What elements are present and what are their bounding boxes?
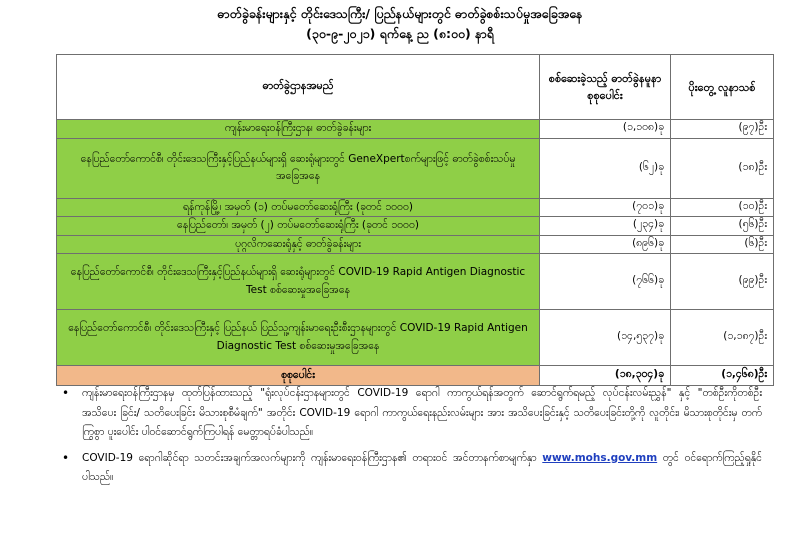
row-tested: (၁,၁၀၈)ခု xyxy=(540,120,671,139)
note-text-1: ကျန်းမာရေးဝန်ကြီးဌာနမှ ထုတ်ပြန်ထားသည့် "ရုံးလုပ်ငန်းဌာနများတွင် COVID-19 ရောဂါ ကာကွယ်ရန်အတွက် ဆောင်ရွက်ရမည့် လုပ်ငန်းလမ်းညွှန်" နှင့် "တစ်ဦးကိုတစ်ဦး အသိပေး ခြင်း/ သတိပေးခြင်း မိသားစုစီမံချက်" အတိုင်း COVID-19 ရောဂါ ကာကွယ်ရေးနည်းလမ်းများ အား အသိပေးခြင်းနှင့် သတိပေးခြင်းတို့ကို လူတိုင်း၊ မိသားစုတိုင်းမှ တက်ကြွစွာ ပူးပေါင်း ပါဝင်ဆောင်ရွက်ကြပါရန် မေတ္တာရပ်ခံပါသည်။ xyxy=(82,387,762,438)
note-item xyxy=(62,449,762,488)
row-lab-name: ကျန်းမာရေးဝန်ကြီးဌာန၊ ဓာတ်ခွဲခန်းများ xyxy=(57,120,540,139)
table-header-row xyxy=(57,55,774,120)
row-positive: (၁၈)ဦး xyxy=(671,138,774,198)
row-lab-name: နေပြည်တော်ကောင်စီ၊ တိုင်းဒေသကြီးနှင့်ပြည်နယ်များရှိ ဆေးရုံများတွင် GeneXpertစက်များဖြင့် ဓာတ်ခွဲစစ်းသပ်မှုအခြေအနေ xyxy=(57,138,540,198)
row-positive: (၁၀)ဦး xyxy=(671,198,774,217)
table-row xyxy=(57,120,774,139)
row-tested: (၇၀၁)ခု xyxy=(540,198,671,217)
table-row xyxy=(57,138,774,198)
total-label: စုစုပေါင်း xyxy=(57,366,540,386)
row-lab-name: နေပြည်တော်၊ အမှတ် (၂) တပ်မတော်ဆေးရုံကြီး (ခုတင် ၁၀၀၀) xyxy=(57,217,540,236)
row-tested: (၁၄,၅၃၇)ခု xyxy=(540,310,671,366)
row-lab-name: ရန်ကုန်မြို့၊ အမှတ် (၁) တပ်မတော်ဆေးရုံကြီး (ခုတင် ၁၀၀၀) xyxy=(57,198,540,217)
note-2-after: တွင် ဝင်ရောက်ကြည့်ရှုနိုင်ပါသည်။ xyxy=(82,451,763,483)
table-row xyxy=(57,217,774,236)
table-total-row xyxy=(57,366,774,386)
notes-section xyxy=(62,384,762,494)
row-tested: (၆၂)ခု xyxy=(540,138,671,198)
note-2-before: COVID-19 ရောဂါဆိုင်ရာ သတင်းအချက်အလက်များကို ကျန်းမာရေးဝန်ကြီးဌာန၏ တရားဝင် အင်တာနက်စာမျက်နှာ xyxy=(82,451,543,464)
row-tested: (၈၉၆)ခု xyxy=(540,235,671,254)
bullet-icon: • xyxy=(62,386,70,400)
total-positive: (၁,၄၆၈)ဦး xyxy=(671,366,774,386)
table-row xyxy=(57,254,774,310)
row-positive: (၁,၁၈၇)ဦး xyxy=(671,310,774,366)
row-lab-name: နေပြည်တော်ကောင်စီ၊ တိုင်းဒေသကြီးနှင့် ပြည်နယ် ပြည်သူ့ကျန်းမာရေးဦးစီးဌာနများတွင် COVID-19 Rapid Antigen Diagnostic Test စစ်ဆေးမှုအခြေအနေ xyxy=(57,310,540,366)
row-lab-name: ပုဂ္ဂလိကဆေးရုံနှင့် ဓာတ်ခွဲခန်းများ xyxy=(57,235,540,254)
title-line-2: (၃၀-၉-၂၀၂၁) ရက်နေ့ ည (၈:၀၀) နာရီ xyxy=(306,26,494,41)
page-title xyxy=(0,4,800,44)
row-tested: (၇၆၆)ခု xyxy=(540,254,671,310)
table-row xyxy=(57,198,774,217)
table-row xyxy=(57,235,774,254)
lab-results-table xyxy=(56,54,774,386)
row-positive: (၉၉)ဦး xyxy=(671,254,774,310)
row-positive: (၉၇)ဦး xyxy=(671,120,774,139)
table-row xyxy=(57,310,774,366)
row-positive: (၅၆)ဦး xyxy=(671,217,774,236)
header-positive: ပိုးတွေ့ လူနာသစ် xyxy=(671,55,774,120)
row-lab-name: နေပြည်တော်ကောင်စီ၊ တိုင်းဒေသကြီးနှင့်ပြည်နယ်များရှိ ဆေးရုံများတွင် COVID-19 Rapid Antigen Diagnostic Test စစ်ဆေးမှုအခြေအနေ xyxy=(57,254,540,310)
mohs-website-link[interactable]: www.mohs.gov.mm xyxy=(542,451,658,464)
note-text-2 xyxy=(82,449,762,488)
total-tested: (၁၈,၃၀၄)ခု xyxy=(540,366,671,386)
title-line-1: ဓာတ်ခွဲခန်းများနှင့် တိုင်းဒေသကြီး/ ပြည်နယ်များတွင် ဓာတ်ခွဲစစ်းသပ်မှုအခြေအနေ xyxy=(217,6,583,21)
row-positive: (၆)ဦး xyxy=(671,235,774,254)
bullet-icon: • xyxy=(62,450,70,465)
header-lab-name: ဓာတ်ခွဲဌာနအမည် xyxy=(57,55,540,120)
note-item xyxy=(62,384,762,443)
header-tested: စစ်ဆေးခဲ့သည့် ဓာတ်ခွဲနမူနာ စုစုပေါင်း xyxy=(540,55,671,120)
row-tested: (၂၃၄)ခု xyxy=(540,217,671,236)
